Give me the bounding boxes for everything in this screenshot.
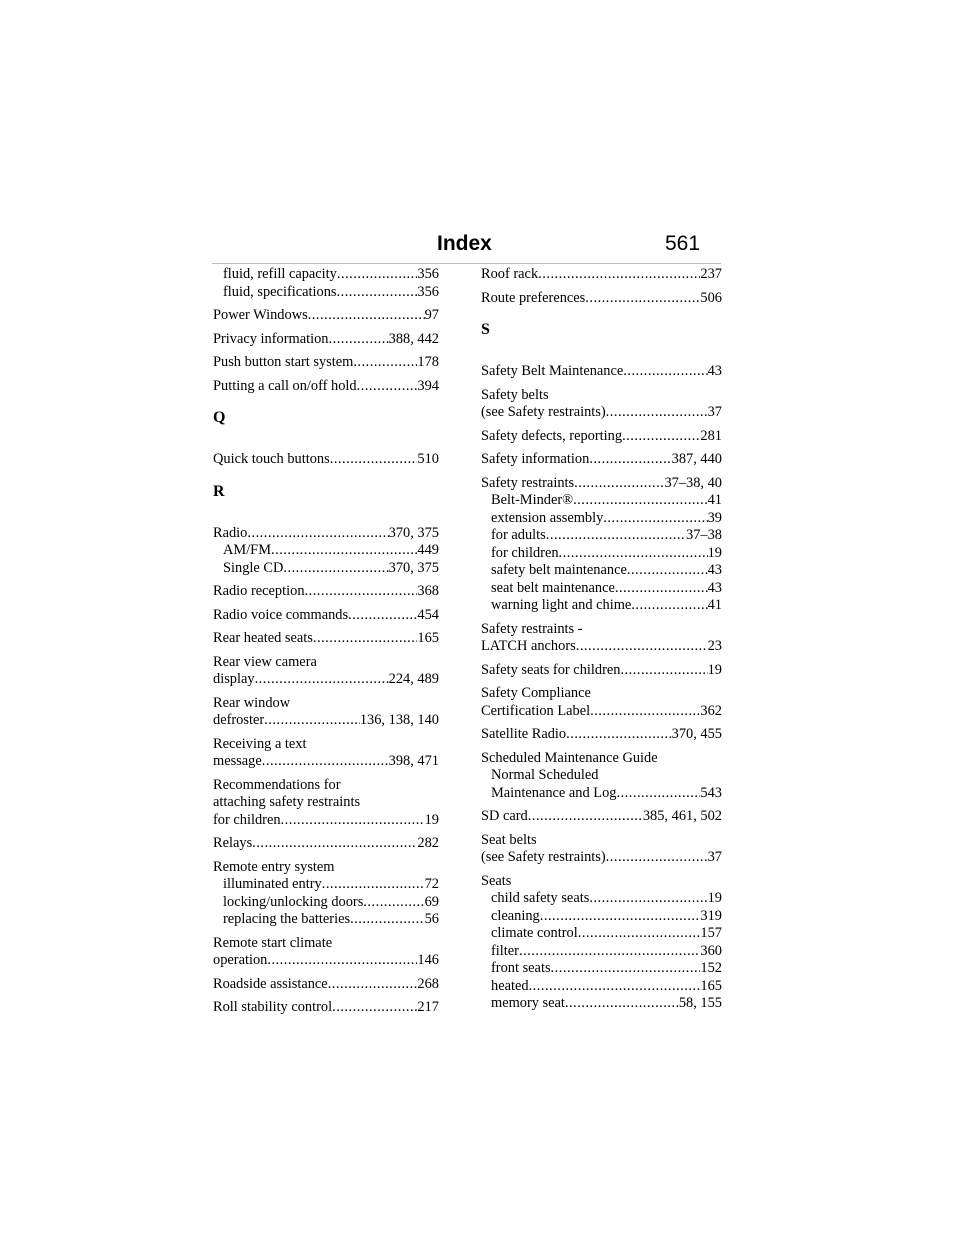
index-subentry-line — [481, 995, 722, 1013]
index-entry-line — [213, 812, 439, 830]
entry-text: Safety defects, reporting — [481, 427, 623, 444]
index-entry — [213, 307, 439, 325]
page-reference: 165 — [700, 977, 722, 994]
dot-leader — [574, 475, 664, 493]
index-entry — [213, 607, 439, 625]
page-reference: 37 — [707, 404, 722, 420]
index-entry — [481, 428, 722, 446]
entry-text: cleaning — [491, 907, 540, 924]
entry-text: (see Safety restraints) — [481, 404, 606, 420]
entry-text: Seat belts — [481, 831, 537, 848]
index-subentry-line — [481, 925, 722, 943]
page-reference: 19 — [707, 544, 722, 561]
dot-leader — [247, 525, 388, 543]
index-entry-line — [481, 662, 722, 680]
entry-text: Radio voice commands — [213, 606, 349, 623]
page-reference: 19 — [707, 661, 722, 678]
entry-text: display — [213, 671, 255, 687]
index-entry-line — [213, 835, 439, 853]
entry-text: Roof rack — [481, 266, 539, 282]
header-divider — [212, 263, 721, 264]
index-entry-line — [213, 630, 439, 648]
index-subentry-line — [213, 894, 439, 912]
entry-text: fluid, specifications — [223, 283, 337, 300]
index-column-left — [213, 266, 439, 1023]
index-entry-line — [213, 794, 439, 812]
index-entry-line — [481, 290, 722, 308]
page-reference: 39 — [707, 509, 722, 526]
entry-text: Rear view camera — [213, 653, 317, 670]
entry-text: Recommendations for — [213, 776, 341, 793]
index-subentry-line — [481, 785, 722, 803]
dot-leader — [322, 876, 425, 894]
entry-text: Maintenance and Log — [491, 784, 617, 801]
index-entry — [213, 835, 439, 853]
index-entry — [213, 695, 439, 730]
dot-leader — [332, 999, 417, 1017]
dot-leader — [585, 290, 700, 308]
entry-text: Push button start system — [213, 354, 354, 370]
page-reference: 41 — [707, 597, 722, 613]
index-subentry-line — [481, 545, 722, 563]
page-reference: 58, 155 — [678, 995, 722, 1011]
page-reference: 370, 375 — [388, 524, 439, 541]
dot-leader — [329, 331, 389, 349]
entry-text: safety belt maintenance — [491, 562, 627, 578]
index-subentry-line — [213, 911, 439, 929]
index-entry-line — [213, 654, 439, 672]
index-subentry-line — [213, 266, 439, 284]
entry-text: seat belt maintenance — [491, 579, 615, 596]
page-reference: 23 — [707, 638, 722, 654]
entry-text: Remote start climate — [213, 934, 333, 951]
entry-text: locking/unlocking doors — [223, 893, 364, 910]
index-subentry-line — [213, 284, 439, 302]
page-reference: 146 — [417, 952, 439, 968]
page-reference: 152 — [700, 960, 722, 976]
entry-text: Safety restraints - — [481, 620, 583, 637]
dot-leader — [631, 597, 707, 615]
dot-leader — [305, 583, 418, 601]
page-reference: 388, 442 — [388, 330, 439, 347]
index-entry-line — [213, 976, 439, 994]
entry-text: defroster — [213, 712, 265, 728]
entry-text: Safety Belt Maintenance — [481, 363, 624, 379]
page-reference: 356 — [417, 266, 439, 282]
index-entry-line — [213, 935, 439, 953]
entry-text: Privacy information — [213, 330, 329, 347]
index-entry-line — [213, 525, 439, 543]
entry-text: Safety Compliance — [481, 685, 591, 701]
dot-leader — [606, 404, 708, 422]
dot-leader — [606, 849, 708, 867]
section-letter: R — [213, 482, 225, 500]
page-reference: 157 — [700, 925, 722, 941]
entry-text: Certification Label — [481, 702, 591, 719]
entry-text: filter — [491, 942, 519, 959]
index-entry-line — [481, 266, 722, 284]
page-reference: 43 — [707, 363, 722, 379]
index-entry — [213, 378, 439, 396]
index-entry-line — [481, 475, 722, 493]
dot-leader — [529, 978, 701, 996]
entry-text: illuminated entry — [223, 876, 322, 892]
index-subentry-line — [481, 597, 722, 615]
dot-leader — [264, 712, 360, 730]
entry-text: Roll stability control — [213, 999, 333, 1015]
page-reference: 224, 489 — [388, 671, 439, 687]
dot-leader — [576, 638, 708, 656]
dot-leader — [540, 908, 701, 926]
page-reference: 360 — [700, 942, 722, 959]
index-entry-line — [213, 777, 439, 795]
index-entry-line — [481, 750, 722, 768]
entry-text: (see Safety restraints) — [481, 849, 606, 865]
index-entry-line — [213, 607, 439, 625]
index-entry — [481, 475, 722, 615]
page-reference: 385, 461, 502 — [642, 808, 722, 824]
dot-leader — [363, 894, 424, 912]
index-entry — [481, 808, 722, 826]
entry-text: climate control — [491, 925, 578, 941]
dot-leader — [255, 671, 389, 689]
page-reference: 398, 471 — [388, 753, 439, 769]
index-entry — [213, 976, 439, 994]
page-reference: 356 — [417, 283, 439, 300]
page-title: Index — [437, 232, 492, 255]
index-entry-line — [213, 859, 439, 877]
index-entry-line — [481, 685, 722, 703]
dot-leader — [559, 545, 708, 563]
page-reference: 41 — [707, 492, 722, 508]
index-entry-line — [213, 712, 439, 730]
dot-leader — [348, 607, 417, 625]
dot-leader — [519, 943, 700, 961]
dot-leader — [589, 451, 671, 469]
entry-text: Relays — [213, 835, 253, 851]
index-entry — [481, 750, 722, 803]
index-subentry-line — [213, 560, 439, 578]
entry-text: Radio reception — [213, 583, 305, 599]
index-subentry-line — [481, 890, 722, 908]
index-entry — [481, 685, 722, 720]
index-entry — [213, 354, 439, 372]
entry-text: Quick touch buttons — [213, 451, 330, 467]
index-entry — [213, 654, 439, 689]
index-entry — [481, 451, 722, 469]
index-entry — [481, 290, 722, 308]
dot-leader — [565, 995, 679, 1013]
index-entry-line — [213, 378, 439, 396]
index-entry — [481, 363, 722, 381]
dot-leader — [308, 307, 425, 325]
entry-text: AM/FM — [223, 542, 271, 558]
entry-text: for adults — [491, 527, 546, 543]
index-entry — [213, 583, 439, 601]
entry-text: for children — [491, 544, 559, 561]
page-reference: 387, 440 — [671, 451, 722, 467]
index-entry — [481, 832, 722, 867]
entry-text: front seats — [491, 960, 551, 976]
page-reference: 72 — [424, 876, 439, 892]
index-entry-line — [213, 753, 439, 771]
dot-leader — [357, 378, 418, 396]
index-entry — [213, 736, 439, 771]
page-reference: 43 — [707, 579, 722, 596]
page-reference: 543 — [700, 784, 722, 801]
index-entry — [213, 999, 439, 1017]
entry-text: Route preferences — [481, 289, 586, 306]
dot-leader — [262, 753, 389, 771]
index-subentry-line — [481, 767, 722, 785]
index-subentry-line — [481, 580, 722, 598]
entry-text: Normal Scheduled — [491, 767, 599, 783]
index-column-right — [481, 266, 722, 1019]
dot-leader — [551, 960, 701, 978]
dot-leader — [281, 812, 425, 830]
dot-leader — [615, 580, 708, 598]
entry-text: Putting a call on/off hold — [213, 377, 357, 394]
index-entry — [481, 662, 722, 680]
index-subentry-line — [481, 492, 722, 510]
dot-leader — [330, 451, 418, 469]
index-entry — [213, 266, 439, 301]
index-subentry-line — [481, 562, 722, 580]
page-reference: 43 — [707, 562, 722, 578]
dot-leader — [283, 560, 388, 578]
entry-text: Power Windows — [213, 307, 308, 323]
entry-text: Roadside assistance — [213, 975, 328, 992]
index-subentry-line — [481, 527, 722, 545]
dot-leader — [620, 662, 707, 680]
page-reference: 136, 138, 140 — [359, 712, 439, 728]
index-entry-line — [213, 736, 439, 754]
page-reference: 268 — [417, 975, 439, 992]
index-entry-line — [481, 387, 722, 405]
entry-text: Safety restraints — [481, 474, 575, 491]
entry-text: Rear heated seats — [213, 630, 313, 646]
index-subentry-line — [213, 876, 439, 894]
entry-text: Safety seats for children — [481, 661, 621, 678]
page-reference: 368 — [417, 583, 439, 599]
entry-text: Belt-Minder® — [491, 492, 574, 508]
index-entry — [481, 387, 722, 422]
entry-text: Safety belts — [481, 386, 549, 403]
entry-text: SD card — [481, 808, 528, 824]
dot-leader — [603, 510, 707, 528]
entry-text: fluid, refill capacity — [223, 266, 337, 282]
page-reference: 282 — [417, 835, 439, 851]
entry-text: Scheduled Maintenance Guide — [481, 749, 658, 766]
page-reference: 449 — [417, 542, 439, 558]
entry-text: Radio — [213, 524, 248, 541]
entry-text: extension assembly — [491, 509, 604, 526]
page-reference: 281 — [700, 427, 722, 444]
entry-text: Receiving a text — [213, 735, 307, 752]
entry-text: Satellite Radio — [481, 726, 567, 742]
page-reference: 454 — [417, 606, 439, 623]
page-reference: 56 — [424, 911, 439, 927]
index-entry — [481, 621, 722, 656]
dot-leader — [622, 428, 700, 446]
entry-text: warning light and chime — [491, 597, 632, 613]
index-entry — [213, 451, 439, 469]
index-entry-line — [213, 307, 439, 325]
entry-text: message — [213, 753, 262, 769]
page-reference: 319 — [700, 907, 722, 924]
page-reference: 165 — [417, 630, 439, 646]
dot-leader — [271, 542, 417, 560]
index-entry-line — [213, 952, 439, 970]
dot-leader — [589, 890, 707, 908]
page-reference: 69 — [424, 893, 439, 910]
index-subentry-line — [213, 542, 439, 560]
page-reference: 37 — [707, 849, 722, 865]
dot-leader — [353, 354, 417, 372]
dot-leader — [337, 284, 418, 302]
section-letter: Q — [213, 409, 226, 426]
page-reference: 237 — [700, 266, 722, 282]
index-entry-line — [481, 832, 722, 850]
index-entry — [213, 859, 439, 929]
index-entry-line — [481, 621, 722, 639]
page-reference: 19 — [707, 890, 722, 906]
page-reference: 178 — [417, 354, 439, 370]
index-entry-line — [213, 354, 439, 372]
index-entry-line — [481, 451, 722, 469]
entry-text: operation — [213, 952, 268, 968]
index-entry — [213, 777, 439, 830]
entry-text: Safety information — [481, 451, 590, 467]
index-entry-line — [481, 873, 722, 891]
dot-leader — [337, 266, 418, 284]
dot-leader — [627, 562, 708, 580]
index-subentry-line — [481, 908, 722, 926]
dot-leader — [546, 527, 686, 545]
index-entry-line — [481, 849, 722, 867]
dot-leader — [328, 976, 418, 994]
index-entry-line — [481, 703, 722, 721]
entry-text: heated — [491, 977, 529, 994]
index-entry — [213, 630, 439, 648]
page-reference: 37–38 — [686, 527, 722, 543]
page-number: 561 — [665, 232, 701, 255]
entry-text: memory seat — [491, 995, 565, 1011]
entry-text: replacing the batteries — [223, 911, 351, 927]
entry-text: LATCH anchors — [481, 638, 576, 654]
page-reference: 217 — [417, 999, 439, 1015]
dot-leader — [573, 492, 708, 510]
page-reference: 37–38, 40 — [664, 474, 722, 491]
page-reference: 506 — [700, 289, 722, 306]
index-entry-line — [213, 451, 439, 469]
index-entry-line — [213, 999, 439, 1017]
page-reference: 362 — [700, 702, 722, 719]
dot-leader — [578, 925, 701, 943]
entry-text: child safety seats — [491, 890, 590, 906]
index-subentry-line — [481, 960, 722, 978]
dot-leader — [252, 835, 417, 853]
index-entry-line — [481, 808, 722, 826]
dot-leader — [616, 785, 700, 803]
page-reference: 370, 375 — [388, 559, 439, 576]
index-entry — [213, 331, 439, 349]
index-subentry-line — [481, 978, 722, 996]
page-reference: 394 — [417, 377, 439, 394]
dot-leader — [267, 952, 417, 970]
dot-leader — [566, 726, 671, 744]
entry-text: for children — [213, 811, 281, 828]
index-entry — [481, 873, 722, 1013]
index-entry-line — [213, 331, 439, 349]
index-entry-line — [481, 363, 722, 381]
dot-leader — [528, 808, 643, 826]
entry-text: Rear window — [213, 694, 291, 711]
index-entry-line — [481, 638, 722, 656]
section-letter: S — [481, 321, 490, 338]
entry-text: Seats — [481, 872, 512, 889]
index-entry-line — [213, 671, 439, 689]
page-reference: 97 — [424, 307, 439, 323]
dot-leader — [313, 630, 418, 648]
dot-leader — [590, 703, 700, 721]
index-entry — [481, 266, 722, 284]
index-subentry-line — [481, 510, 722, 528]
index-subentry-line — [481, 943, 722, 961]
dot-leader — [623, 363, 707, 381]
page-reference: 510 — [417, 451, 439, 467]
page-reference: 370, 455 — [671, 726, 722, 742]
dot-leader — [350, 911, 425, 929]
entry-text: attaching safety restraints — [213, 794, 361, 810]
index-entry-line — [213, 583, 439, 601]
entry-text: Single CD — [223, 559, 284, 576]
page-header — [0, 232, 960, 262]
page-reference: 19 — [424, 811, 439, 828]
index-entry — [213, 935, 439, 970]
index-entry-line — [481, 404, 722, 422]
entry-text: Remote entry system — [213, 858, 335, 875]
index-entry-line — [481, 428, 722, 446]
index-entry-line — [481, 726, 722, 744]
index-entry — [213, 525, 439, 578]
dot-leader — [538, 266, 700, 284]
index-entry — [481, 726, 722, 744]
index-entry-line — [213, 695, 439, 713]
